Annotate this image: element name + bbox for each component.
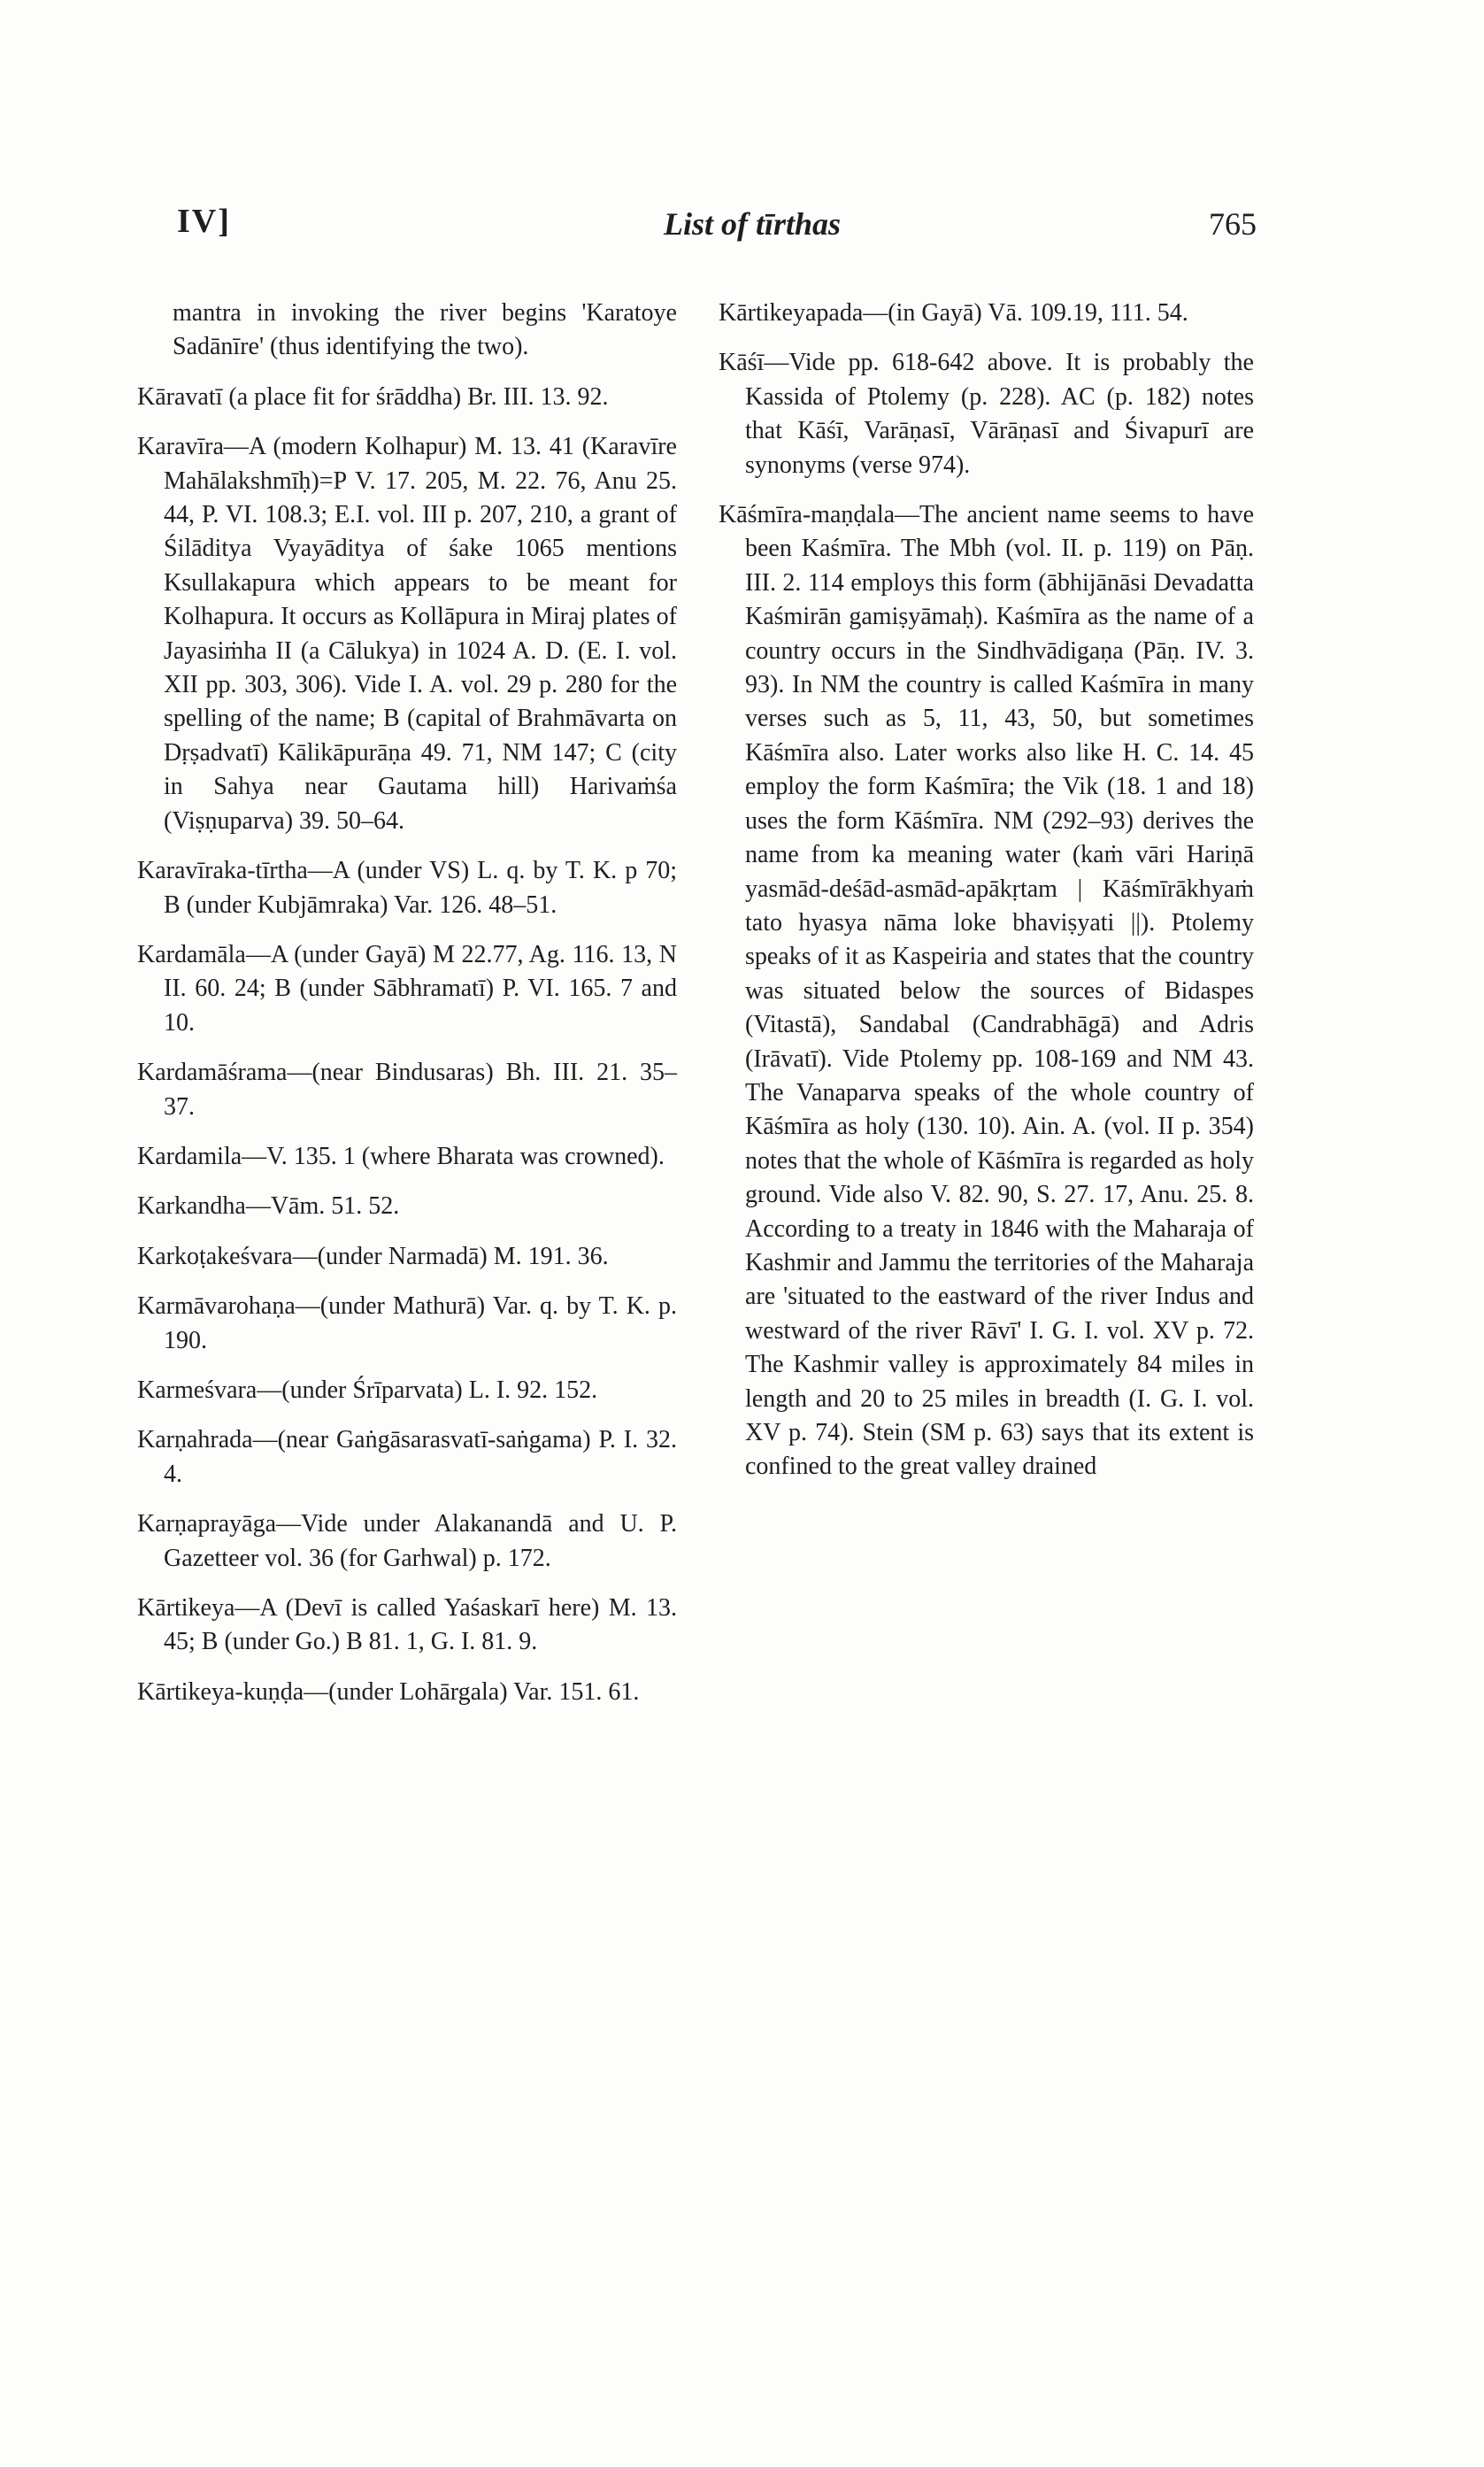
entry-kartikeya: Kārtikeya—A (Devī is called Yaśaskarī here) M. 13. 45; B (under Go.) B 81. 1, G. I. 81. 9.: [137, 1594, 677, 1656]
page-number: 765: [1209, 206, 1257, 242]
entry-karavati: Kāravatī (a place fit for śrāddha) Br. III. 13. 92.: [137, 382, 609, 411]
entry-karnaprayaga: Karṇaprayāga—Vide under Alakanandā and U. P. Gazetteer vol. 36 (for Garhwal) p. 172.: [137, 1510, 677, 1572]
entry-kartikeya-kunda: Kārtikeya-kuṇḍa—(under Lohārgala) Var. 151. 61.: [137, 1677, 640, 1706]
entry-kardamila: Kardamila—V. 135. 1 (where Bharata was crowned).: [137, 1142, 665, 1170]
entry-karmesvara: Karmeśvara—(under Śrīparvata) L. I. 92. 152.: [137, 1376, 598, 1404]
entry-kardamasrama: Kardamāśrama—(near Bindusaras) Bh. III. 21. 35–37.: [137, 1059, 677, 1121]
entry-continuation: mantra in invoking the river begins 'Karatoye Sadānīre' (thus identifying the two).: [173, 299, 677, 361]
entry-kardamala: Kardamāla—A (under Gayā) M 22.77, Ag. 116. 13, N II. 60. 24; B (under Sābhramatī) P. VI. 165. 7 and 10.: [137, 940, 677, 1037]
entry-kasmira-mandala: Kāśmīra-maṇḍala—The ancient name seems to have been Kaśmīra. The Mbh (vol. II. p. 119) on Pāṇ. III. 2. 114 employs this form (ābhijānāsi Devadatta Kaśmirān gamiṣyāmaḥ). Kaśmīra as the name of a country occurs in the Sindhvādigaṇa (Pāṇ. IV. 3. 93). In NM the country is called Kaśmīra in many verses such as 5, 11, 43, 50, but sometimes Kāśmīra also. Later works also like H. C. 14. 45 employ the form Kaśmīra; the Vik (18. 1 and 18) uses the form Kāśmīra. NM (292–93) derives the name from ka meaning water (kaṁ vāri Hariṇā yasmād-deśād-asmād-apākṛtam | Kāśmīrākhyaṁ tato hyasya nāma loke bhaviṣyati ||). Ptolemy speaks of it as Kaspeiria and states that the country was situated below the sources of Bidaspes (Vitastā), Sandabal (Candrabhāgā) and Adris (Irāvatī). Vide Ptolemy pp. 108-169 and NM 43. The Vanaparva speaks of the whole country of Kāśmīra as holy (130. 10). Ain. A. (vol. II p. 354) notes that the whole of Kāśmīra is regarded as holy ground. Vide also V. 82. 90, S. 27. 17, Anu. 25. 8. According to a treaty in 1846 with the Maharaja of Kashmir and Jammu the territories of the Maharaja are 'situated to the eastward of the river Indus and westward of the river Rāvī' I. G. I. vol. XV p. 72. The Kashmir valley is approximately 84 miles in length and 20 to 25 miles in breadth (I. G. I. vol. XV p. 74). Stein (SM p. 63) says that its extent is confined to the great valley drained: [719, 501, 1254, 1481]
left-column: [137, 297, 677, 1725]
entry-karmavarohana: Karmāvarohaṇa—(under Mathurā) Var. q. by T. K. p. 190.: [137, 1292, 677, 1354]
right-column: [719, 297, 1254, 1500]
running-header: [177, 202, 1257, 255]
section-marker: IV]: [177, 203, 231, 240]
entry-kartikeyapada: Kārtikeyapada—(in Gayā) Vā. 109.19, 111. 54.: [719, 299, 1188, 327]
entry-karkotakesvara: Karkoṭakeśvara—(under Narmadā) M. 191. 36.: [137, 1242, 609, 1270]
running-title: List of tīrthas: [663, 206, 842, 242]
entry-karavira: Karavīra—A (modern Kolhapur) M. 13. 41 (Karavīre Mahālakshmīḥ)=P V. 17. 205, M. 22. 76, Anu 25. 44, P. VI. 108.3; E.I. vol. III p. 207, 210, a grant of Śilāditya Vyayāditya of śake 1065 mentions Ksullakapura which appears to be meant for Kolhapura. It occurs as Kollāpura in Miraj plates of Jayasiṁha II (a Cālukya) in 1024 A. D. (E. I. vol. XII pp. 303, 306). Vide I. A. vol. 29 p. 280 for the spelling of the name; B (capital of Brahmāvarta on Dṛṣadvatī) Kālikāpurāṇa 49. 71, NM 147; C (city in Sahya near Gautama hill) Harivaṁśa (Viṣṇuparva) 39. 50–64.: [137, 433, 677, 835]
entry-karaviraka-tirtha: Karavīraka-tīrtha—A (under VS) L. q. by T. K. p 70; B (under Kubjāmraka) Var. 126. 48–51.: [137, 857, 677, 919]
entry-karnahrada: Karṇahrada—(near Gaṅgāsarasvatī-saṅgama) P. I. 32. 4.: [137, 1426, 677, 1488]
entry-kasi: Kāśī—Vide pp. 618-642 above. It is probably the Kassida of Ptolemy (p. 228). AC (p. 182) notes that Kāśī, Varāṇasī, Vārāṇasī and Śivapurī are synonyms (verse 974).: [719, 349, 1254, 479]
entry-karkandha: Karkandha—Vām. 51. 52.: [137, 1192, 400, 1221]
